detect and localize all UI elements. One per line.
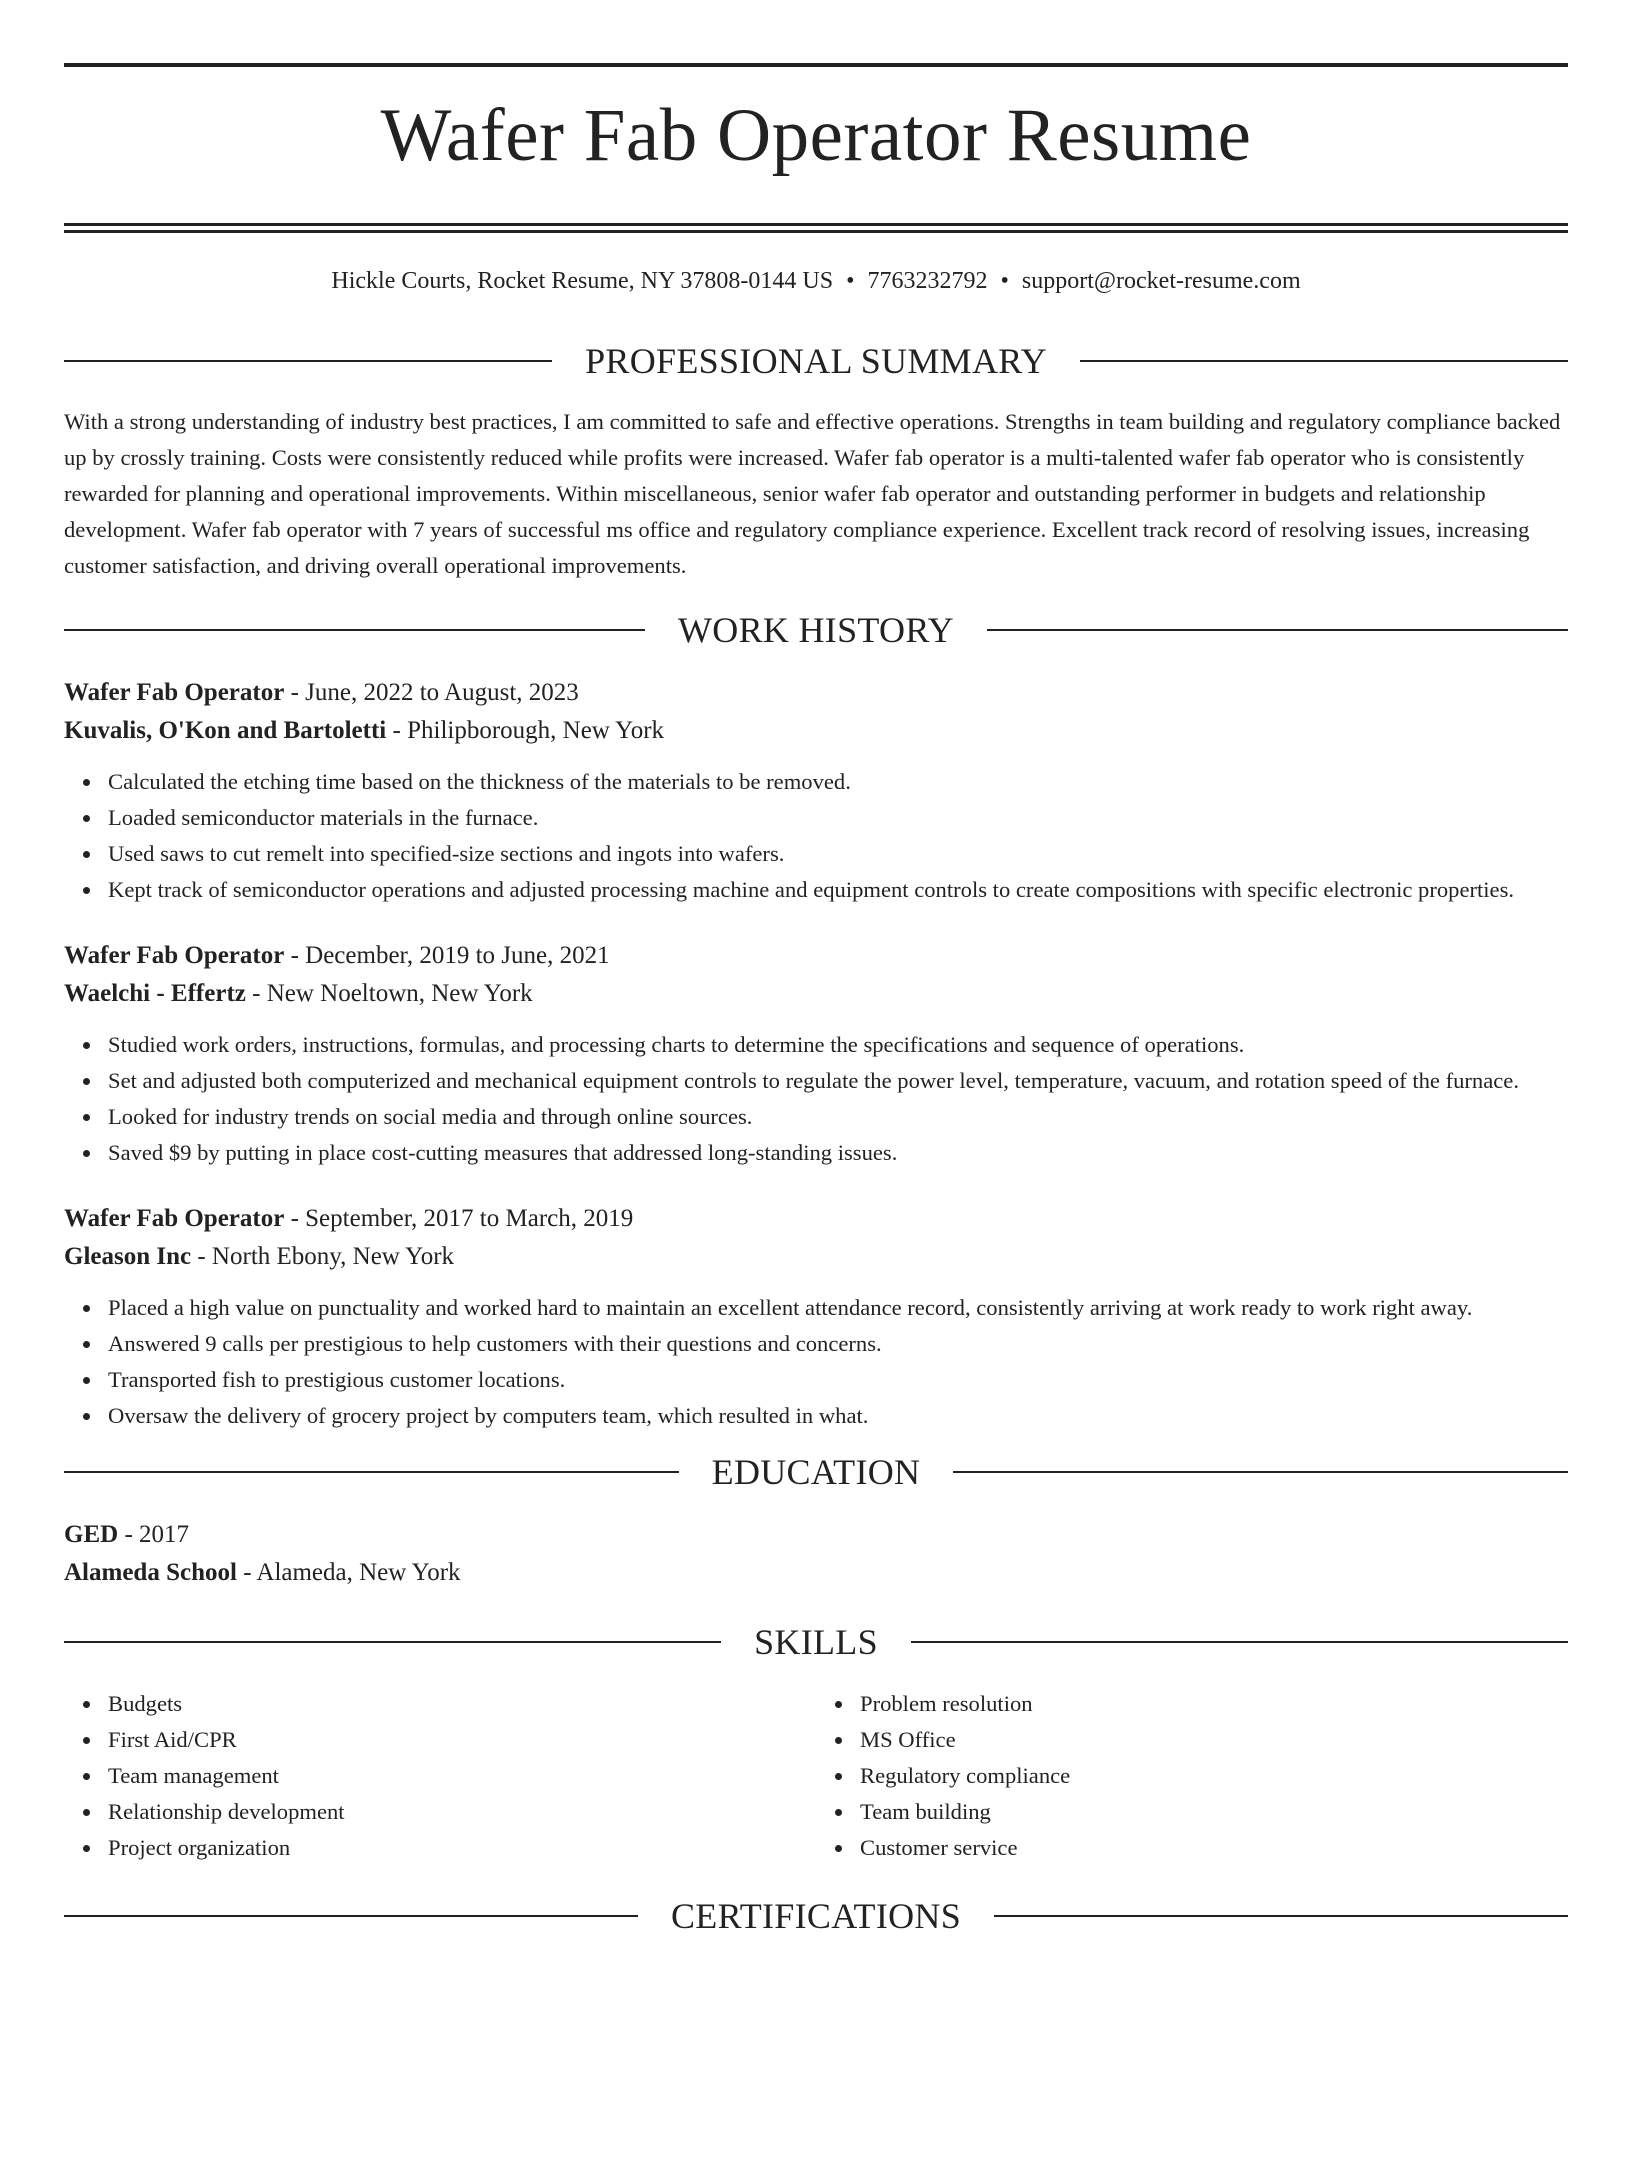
job-company: Kuvalis, O'Kon and Bartoletti [64,717,387,745]
education-year: - 2017 [118,1521,190,1549]
summary-paragraph: With a strong understanding of industry best practices, I am committed to safe and effective operations. Strengths in team building and regulatory compliance backed up by crossly training. Costs were consistently reduced while profits were increased. Wafer fab operator is a multi-talented wafer fab operator who is consistently rewarded for planning and operational improvements. Within miscellaneous, senior wafer fab operator and outstanding performer in budgets and relationship development. Wafer fab operator with 7 years of successful ms office and regulatory compliance experience. Excellent track record of resolving issues, increasing customer satisfaction, and driving overall operational improvements. [64,409,1561,579]
job-company-line [64,975,1568,1013]
job-entry [64,937,1568,1171]
job-bullet: Transported fish to prestigious customer locations. [108,1362,1568,1398]
education-location: - Alameda, New York [236,1559,461,1587]
section-rule [1080,360,1568,362]
section-rule [64,1915,638,1917]
job-dates: - June, 2022 to August, 2023 [284,679,579,707]
contact-email: support@rocket-resume.com [1021,268,1301,295]
header-top-rule [64,63,1568,67]
job-bullet: Calculated the etching time based on the thickness of the materials to be removed. [108,764,1568,800]
contact-line [64,269,1568,293]
job-title: Wafer Fab Operator [64,679,285,707]
job-entry [64,1200,1568,1434]
skill-item: Regulatory compliance [860,1758,1568,1794]
resume-page [0,63,1632,2175]
job-location: - Philipborough, New York [386,717,665,745]
section-header-work [64,610,1568,651]
job-location: - North Ebony, New York [191,1243,455,1271]
education-degree-line [64,1516,1568,1554]
job-title-line [64,937,1568,975]
skill-item: Problem resolution [860,1686,1568,1722]
job-bullets [64,1027,1568,1171]
job-bullet: Saved $9 by putting in place cost-cutting measures that addressed long-standing issues. [108,1135,1568,1171]
section-header-education [64,1452,1568,1493]
section-rule [994,1915,1568,1917]
job-title: Wafer Fab Operator [64,1205,285,1233]
section-title-work: WORK HISTORY [678,610,954,651]
job-bullet: Placed a high value on punctuality and worked hard to maintain an excellent attendance record, consistently arriving at work ready to work right away. [108,1290,1568,1326]
skills-columns [64,1686,1568,1866]
skill-item: MS Office [860,1722,1568,1758]
job-bullet: Studied work orders, instructions, formulas, and processing charts to determine the specifications and sequence of operations. [108,1027,1568,1063]
skill-item: Relationship development [108,1794,816,1830]
job-company-line [64,712,1568,750]
education-degree: GED [64,1521,119,1549]
section-rule [953,1471,1568,1473]
contact-separator: • [846,268,855,295]
education-school: Alameda School [64,1559,237,1587]
job-title-line [64,1200,1568,1238]
section-header-certifications [64,1896,1568,1937]
skill-item: Team management [108,1758,816,1794]
skill-item: Budgets [108,1686,816,1722]
contact-separator: • [1000,268,1009,295]
job-dates: - September, 2017 to March, 2019 [284,1205,634,1233]
skills-list-right [816,1686,1568,1866]
skill-item: First Aid/CPR [108,1722,816,1758]
contact-phone: 7763232792 [867,268,988,295]
job-title: Wafer Fab Operator [64,942,285,970]
job-bullet: Loaded semiconductor materials in the furnace. [108,800,1568,836]
job-bullet: Used saws to cut remelt into specified-size sections and ingots into wafers. [108,836,1568,872]
job-title-line [64,674,1568,712]
section-title-education: EDUCATION [711,1452,921,1493]
job-bullet: Oversaw the delivery of grocery project by computers team, which resulted in what. [108,1398,1568,1434]
job-entry [64,674,1568,908]
section-title-summary: PROFESSIONAL SUMMARY [585,341,1047,382]
section-rule [911,1641,1568,1643]
job-bullets [64,1290,1568,1434]
skill-item: Team building [860,1794,1568,1830]
header-double-rule [64,223,1568,233]
section-rule [64,1471,679,1473]
contact-address: Hickle Courts, Rocket Resume, NY 37808-0144 US [331,268,834,295]
job-company: Waelchi - Effertz [64,980,246,1008]
job-bullet: Looked for industry trends on social media and through online sources. [108,1099,1568,1135]
job-location: - New Noeltown, New York [245,980,533,1008]
section-rule [64,1641,721,1643]
education-school-line [64,1554,1568,1592]
skill-item: Project organization [108,1830,816,1866]
job-bullet: Answered 9 calls per prestigious to help customers with their questions and concerns. [108,1326,1568,1362]
job-bullet: Set and adjusted both computerized and mechanical equipment controls to regulate the power level, temperature, vacuum, and rotation speed of the furnace. [108,1063,1568,1099]
skills-list-left [64,1686,816,1866]
section-rule [64,629,645,631]
section-header-skills [64,1622,1568,1663]
section-header-summary [64,341,1568,382]
job-dates: - December, 2019 to June, 2021 [284,942,610,970]
section-title-skills: SKILLS [754,1622,878,1663]
section-title-certifications: CERTIFICATIONS [670,1896,962,1937]
education-entry [64,1516,1568,1592]
job-bullet: Kept track of semiconductor operations and adjusted processing machine and equipment controls to create compositions with specific electronic properties. [108,872,1568,908]
skill-item: Customer service [860,1830,1568,1866]
job-company-line [64,1238,1568,1276]
resume-title: Wafer Fab Operator Resume [380,94,1252,177]
job-bullets [64,764,1568,908]
section-rule [64,360,552,362]
section-rule [987,629,1568,631]
job-company: Gleason Inc [64,1243,192,1271]
